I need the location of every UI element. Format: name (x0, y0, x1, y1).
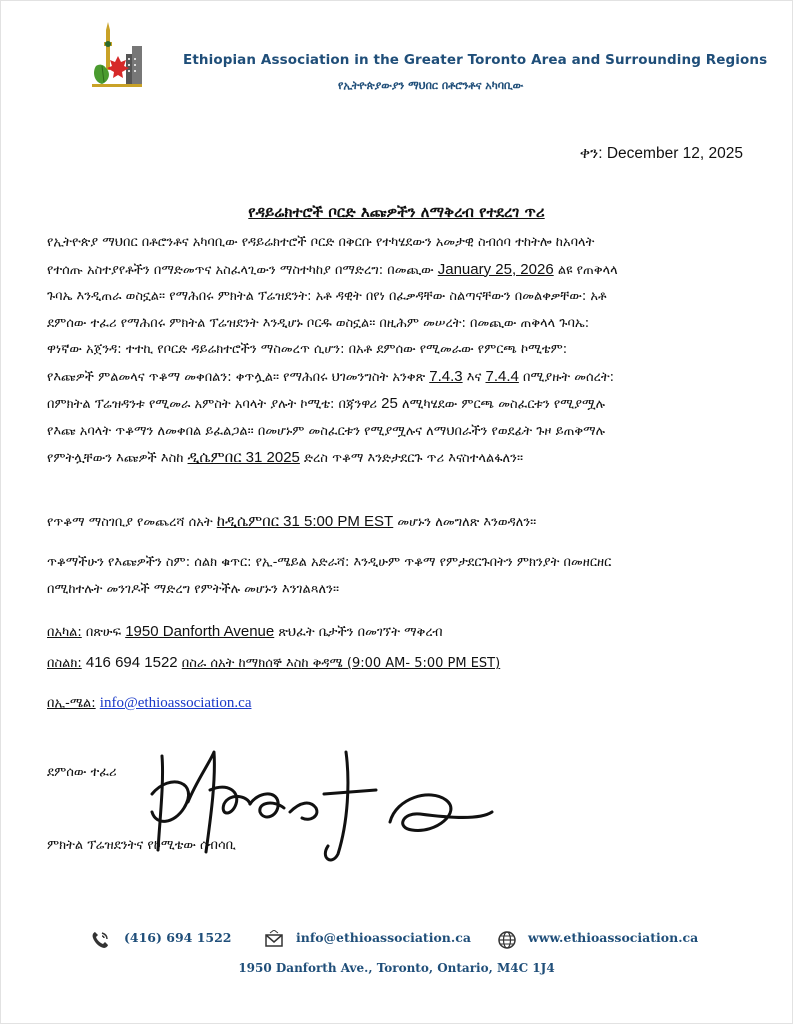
text-line: የጥቆማ ማስገቢያ የመጨረሻ ሰአት ከዲሴምበር 31 5:00 PM EST መሆኑን ለመግለጽ እንወዳለን። (47, 513, 537, 530)
text-line: በሚከተሉት መንገዶች ማድረግ የምትችሉ መሆኑን እንገልጻለን። (47, 581, 340, 597)
date-value: December 12, 2025 (606, 145, 743, 162)
office-hours: በስራ ሰአት ከማክሰኞ እስከ ቅዳሜ (9:00 AM- 5:00 PM EST) (181, 656, 501, 671)
text-line: ጥቆማችሁን የእጩዎችን ስም: ሰልክ ቁጥር: የኢ-ሜይል አድራሻ: እንዲሁም ጥቆማ የምታደርጉበትን ምክንያት በመዘርዘር (47, 555, 612, 570)
contact-email (47, 695, 251, 712)
phone-label: በስልክ: (47, 656, 82, 671)
text-line: የእጩ አባላት ጥቆማን ለመቀበል ይፈልጋል። በመሆኑም መስፈርቱን የሚያሟሉና ለማህበራችን የወደፊት ጉዞ ይጠቅማሉ (47, 423, 605, 439)
association-logo (88, 22, 148, 92)
footer-contacts (0, 930, 793, 950)
text-line: ደምሰው ተፈሪ የማሕበሩ ምክትል ፕሬዝደንት እንዲሆኑ ቦርዱ ወስኗል። በዚሕም መሠረት: በመጪው ጠቅላላ ጉባኤ: (47, 315, 590, 331)
article-ref-1: 7.4.3 (429, 367, 463, 385)
text-line: በምክትል ፕሬዝዳንቱ የሚመራ አምስት አባላት ያሉት ኮሚቴ: በጃንዋሪ 25 ለሚካሄደው ምርጫ መስፈርቱን የሚያሟሉ (47, 395, 605, 412)
signatory-title: ምክትል ፕሬዝደንትና የኮሚቴው ሰብሳቢ (47, 838, 236, 853)
globe-icon (497, 930, 517, 950)
footer-email[interactable]: info@ethioassociation.ca (296, 930, 471, 945)
phone-number: 416 694 1522 (85, 654, 178, 671)
paragraph-intro (47, 230, 747, 473)
contact-in-person: በአካል: በጽሁፍ 1950 Danforth Avenue ጽህፈት ቤታችን በመገኘት ማቅረብ (47, 623, 443, 640)
text-line: ጉባኤ እንዲጠራ ወስኗል። የማሕበሩ ምክትል ፕሬዝደንት: አቶ ዳዊት በየነ በፈቃዳቸው ስልጣናቸውን በመልቀቃቸው: አቶ (47, 289, 607, 304)
phone-icon (90, 930, 110, 950)
contact-phone (47, 654, 500, 671)
submission-deadline: ከዲሴምበር 31 5:00 PM EST (216, 513, 394, 530)
org-name-english: Ethiopian Association in the Greater Toronto Area and Surrounding Regions (183, 52, 768, 68)
letter-title: የዳይሬክተሮች ቦርድ እጩዎችን ለማቅረብ የተደረገ ጥሪ (248, 203, 545, 221)
footer-website[interactable]: www.ethioassociation.ca (528, 930, 699, 945)
text-line: ዋነኛው አጀንዳ: ተተኪ የቦርድ ዳይሬክተሮችን ማስመረጥ ሲሆን: በአቶ ደምሰው የሚመራው የምርጫ ኮሚቴም: (47, 342, 568, 357)
date-label: ቀን: (579, 145, 603, 162)
office-address: 1950 Danforth Avenue (125, 623, 275, 640)
in-person-label: በአካል: (47, 625, 82, 640)
nomination-deadline-date: ዲሴምበር 31 2025 (187, 449, 300, 466)
text-line: የእጩዎች ምልመላና ጥቆማ መቀበልን: ቀጥሏል። የማሕበሩ ህገመንግስት አንቀጽ 7.4.3 እና 7.4.4 በሚያዙት መሰረት: (47, 367, 615, 385)
signatory-name: ደምሰው ተፈሪ (47, 765, 117, 780)
mail-icon (264, 930, 284, 950)
text-line: የኢትዮጵያ ማህበር በቶሮንቶና አካባቢው የዳይሬክተሮች ቦርድ በቅርቡ የተካሄደውን አመታዊ ስብሰባ ተከትሎ ከአባላት (47, 235, 595, 250)
letter-date (580, 145, 743, 163)
org-name-amharic: የኢትዮጵያውያን ማህበር በቶሮንቶና አካባቢው (338, 79, 524, 92)
paragraph-instructions (47, 550, 747, 603)
footer-phone[interactable]: (416) 694 1522 (124, 930, 232, 945)
text-line: የምትሏቸውን እጩዎች እስከ ዲሴምበር 31 2025 ድረስ ጥቆማ እንድታደርጉ ጥሪ እናስተላልፋለን። (47, 449, 524, 466)
email-link[interactable]: info@ethioassociation.ca (99, 695, 252, 711)
footer-address: 1950 Danforth Ave., Toronto, Ontario, M4C 1J4 (238, 961, 555, 975)
paragraph-deadline (47, 509, 747, 537)
article-ref-2: 7.4.4 (485, 367, 519, 385)
text-line: የተሰጡ አስተያየቶችን በማድመጥና አስፈላጊውን ማስተካከያ በማድረግ: በመጪው January 25, 2026 ልዩ የጠቅላላ (47, 260, 618, 278)
meeting-date: January 25, 2026 (437, 260, 554, 278)
email-label: በኢ-ሜል: (47, 696, 96, 711)
